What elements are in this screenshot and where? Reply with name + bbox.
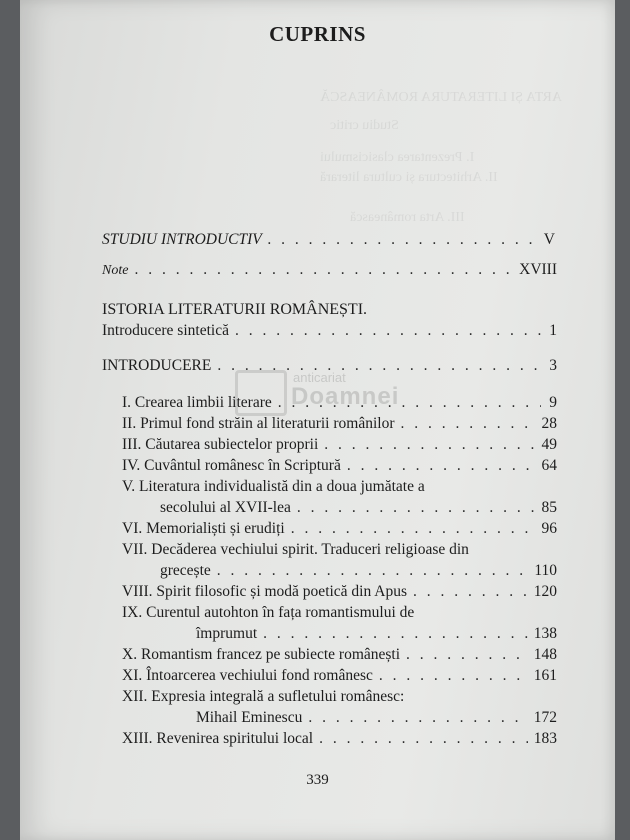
toc-entry[interactable] <box>102 357 557 375</box>
toc-entry-page: 64 <box>541 457 557 474</box>
toc-entry-label-line1: VII. Decăderea vechiului spirit. Traduceri religioase din <box>122 541 469 558</box>
toc-entry[interactable] <box>122 583 557 601</box>
toc-entry-page: 148 <box>533 646 557 663</box>
toc-entry-page: 9 <box>549 394 557 411</box>
toc-entry-label: grecește <box>160 562 211 579</box>
toc-entry-page: 110 <box>534 562 557 579</box>
show-through-text: I. Prezentarea clasicismului <box>320 150 475 165</box>
toc-heading: ISTORIA LITERATURII ROMÂNEȘTI. <box>102 301 368 318</box>
dot-leader <box>324 436 535 454</box>
show-through-text: III. Arta românească <box>350 210 465 225</box>
dot-leader <box>134 261 513 279</box>
toc-entry-label: III. Căutarea subiectelor proprii <box>122 436 319 453</box>
dot-leader <box>400 415 535 433</box>
toc-entry-label-line1: V. Literatura individualistă din a doua jumătate a <box>122 478 425 495</box>
toc-entry[interactable] <box>122 394 557 412</box>
show-through-text: ARTA ȘI LITERATURA ROMÂNEASCĂ <box>320 90 562 105</box>
toc-entry-label: VI. Memorialiști și erudiți <box>122 520 285 537</box>
toc-entry-page: 161 <box>533 667 557 684</box>
dot-leader <box>347 457 536 475</box>
toc-entry-label-line1: IX. Curentul autohton în fața romantismului de <box>122 604 415 621</box>
toc-entry[interactable] <box>122 457 557 475</box>
toc-entry-page: 85 <box>541 499 557 516</box>
toc-entry-label: Note <box>102 263 129 278</box>
book-page <box>20 0 615 840</box>
dot-leader <box>278 394 541 412</box>
page-number: 339 <box>306 772 329 788</box>
watermark-text: Doamnei <box>291 383 400 410</box>
toc-entry-page: V <box>543 231 555 248</box>
toc-entry-label-line1: XII. Expresia integrală a sufletului românesc: <box>122 688 405 705</box>
toc-entry[interactable] <box>160 562 557 580</box>
toc-entry-label: Introducere sintetică <box>102 322 229 339</box>
toc-entry-label: XIII. Revenirea spiritului local <box>122 730 314 747</box>
toc-entry-label: Mihail Eminescu <box>196 709 303 726</box>
dot-leader <box>319 730 528 748</box>
toc-entry-label: VIII. Spirit filosofic și modă poetică din Apus <box>122 583 407 600</box>
toc-entry-page: 138 <box>533 625 557 642</box>
toc-entry-page: 120 <box>533 583 557 600</box>
toc-entry-page: 183 <box>533 730 557 747</box>
toc-entry-label: IV. Cuvântul românesc în Scriptură <box>122 457 341 474</box>
toc-entry-page: 49 <box>541 436 557 453</box>
toc-entry[interactable] <box>102 322 557 340</box>
dot-leader <box>379 667 528 685</box>
page-title: CUPRINS <box>269 22 366 46</box>
show-through-text: II. Arhitectura și cultura literară <box>320 170 498 185</box>
toc-entry[interactable] <box>122 667 557 685</box>
toc-entry[interactable] <box>122 646 557 664</box>
toc-entry[interactable] <box>196 625 557 643</box>
dot-leader <box>268 231 538 249</box>
watermark-text: anticariat <box>293 370 346 385</box>
toc-entry-label: II. Primul fond străin al literaturii românilor <box>122 415 395 432</box>
toc-entry-label: secolului al XVII-lea <box>160 499 291 516</box>
toc-entry[interactable] <box>122 436 557 454</box>
toc-entry-page: 96 <box>541 520 557 537</box>
toc-entry-page: XVIII <box>519 261 557 278</box>
toc-entry-label: X. Romantism francez pe subiecte românești <box>122 646 401 663</box>
dot-leader <box>263 625 528 643</box>
dot-leader <box>217 357 541 375</box>
toc-entry-label: XI. Întoarcerea vechiului fond românesc <box>122 667 373 684</box>
dot-leader <box>297 499 536 517</box>
toc-entry[interactable] <box>122 415 557 433</box>
toc-entry[interactable] <box>122 520 557 538</box>
toc-entry-page: 1 <box>549 322 557 339</box>
toc-entry-label: împrumut <box>196 625 258 642</box>
dot-leader <box>291 520 536 538</box>
toc-entry-page: 28 <box>541 415 557 432</box>
toc-entry[interactable] <box>102 231 555 249</box>
toc-entry-page: 172 <box>533 709 557 726</box>
dot-leader <box>413 583 528 601</box>
dot-leader <box>406 646 528 664</box>
toc-entry[interactable] <box>122 730 557 748</box>
toc-entry-label: STUDIU INTRODUCTIV <box>102 231 262 248</box>
toc-entry-page: 3 <box>549 357 557 374</box>
show-through-text: Studiu critic <box>330 118 399 133</box>
toc-entry[interactable] <box>102 261 557 279</box>
toc-entry-label: I. Crearea limbii literare <box>122 394 272 411</box>
toc-entry[interactable] <box>160 499 557 517</box>
toc-entry-label: INTRODUCERE <box>102 357 212 374</box>
dot-leader <box>217 562 529 580</box>
toc-entry[interactable] <box>196 709 557 727</box>
dot-leader <box>235 322 541 340</box>
dot-leader <box>308 709 527 727</box>
